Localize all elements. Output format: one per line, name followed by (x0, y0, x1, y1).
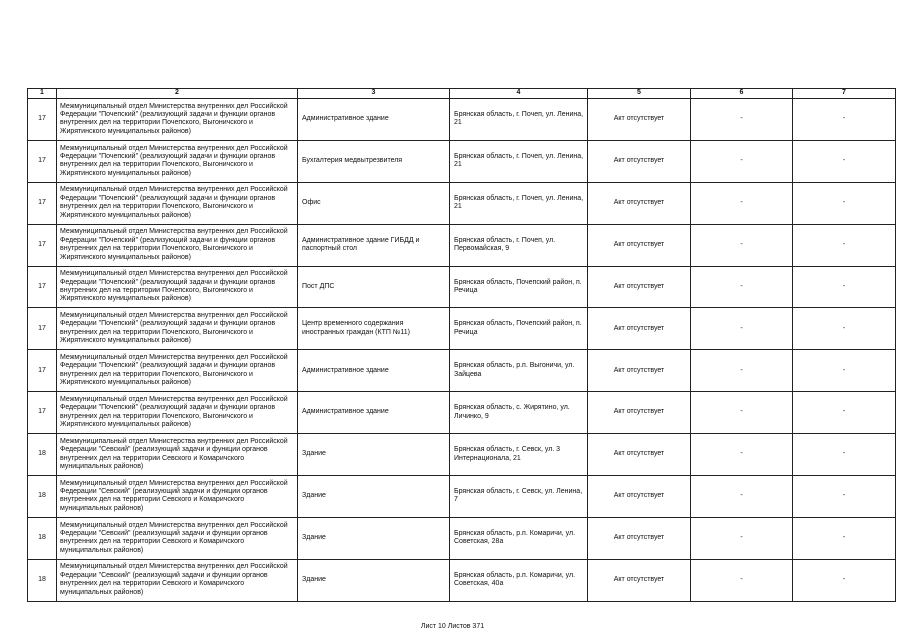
header-col-1: 1 (28, 89, 57, 99)
address-cell: Брянская область, р.п. Комаричи, ул. Советская, 28а (450, 517, 588, 559)
organization-cell: Межмуниципальный отдел Министерства внутренних дел Российской Федерации "Севский" (реализующий задачи и функции органов внутренних дел на территории Севского и Комаричского муниципальных районов) (57, 434, 298, 476)
column-6-cell: - (691, 308, 793, 350)
table-row (28, 350, 896, 392)
organization-cell: Межмуниципальный отдел Министерства внутренних дел Российской Федерации "Почепский" (реализующий задачи и функции органов внутренних дел на территории Почепского, Выгоничского и Жирятинского муниципальных районов) (57, 182, 298, 224)
row-number-cell: 17 (28, 182, 57, 224)
act-status-cell: Акт отсутствует (588, 350, 691, 392)
facility-table (27, 88, 896, 602)
act-status-cell: Акт отсутствует (588, 308, 691, 350)
header-col-5: 5 (588, 89, 691, 99)
organization-cell: Межмуниципальный отдел Министерства внутренних дел Российской Федерации "Почепский" (реализующий задачи и функции органов внутренних дел на территории Почепского, Выгоничского и Жирятинского муниципальных районов) (57, 266, 298, 308)
table-row (28, 224, 896, 266)
column-7-cell: - (793, 224, 896, 266)
address-cell: Брянская область, с. Жирятино, ул. Личинко, 9 (450, 392, 588, 434)
act-status-cell: Акт отсутствует (588, 182, 691, 224)
document-sheet (27, 88, 896, 602)
object-name-cell: Здание (298, 434, 450, 476)
table-row (28, 392, 896, 434)
column-7-cell: - (793, 559, 896, 601)
column-7-cell: - (793, 308, 896, 350)
object-name-cell: Здание (298, 517, 450, 559)
act-status-cell: Акт отсутствует (588, 224, 691, 266)
header-col-3: 3 (298, 89, 450, 99)
column-7-cell: - (793, 350, 896, 392)
column-6-cell: - (691, 476, 793, 518)
column-7-cell: - (793, 266, 896, 308)
act-status-cell: Акт отсутствует (588, 140, 691, 182)
address-cell: Брянская область, г. Почеп, ул. Ленина, 21 (450, 140, 588, 182)
object-name-cell: Здание (298, 476, 450, 518)
row-number-cell: 18 (28, 434, 57, 476)
table-row (28, 434, 896, 476)
row-number-cell: 17 (28, 266, 57, 308)
act-status-cell: Акт отсутствует (588, 434, 691, 476)
header-col-2: 2 (57, 89, 298, 99)
organization-cell: Межмуниципальный отдел Министерства внутренних дел Российской Федерации "Севский" (реализующий задачи и функции органов внутренних дел на территории Севского и Комаричского муниципальных районов) (57, 517, 298, 559)
address-cell: Брянская область, г. Севск, ул. 3 Интернационала, 21 (450, 434, 588, 476)
column-7-cell: - (793, 182, 896, 224)
row-number-cell: 18 (28, 476, 57, 518)
table-row (28, 140, 896, 182)
address-cell: Брянская область, р.п. Выгоничи, ул. Зайцева (450, 350, 588, 392)
object-name-cell: Административное здание (298, 392, 450, 434)
row-number-cell: 17 (28, 308, 57, 350)
column-7-cell: - (793, 99, 896, 141)
act-status-cell: Акт отсутствует (588, 266, 691, 308)
header-col-6: 6 (691, 89, 793, 99)
row-number-cell: 17 (28, 350, 57, 392)
act-status-cell: Акт отсутствует (588, 517, 691, 559)
organization-cell: Межмуниципальный отдел Министерства внутренних дел Российской Федерации "Почепский" (реализующий задачи и функции органов внутренних дел на территории Почепского, Выгоничского и Жирятинского муниципальных районов) (57, 350, 298, 392)
column-6-cell: - (691, 434, 793, 476)
column-7-cell: - (793, 434, 896, 476)
act-status-cell: Акт отсутствует (588, 392, 691, 434)
address-cell: Брянская область, г. Севск, ул. Ленина, 7 (450, 476, 588, 518)
object-name-cell: Пост ДПС (298, 266, 450, 308)
act-status-cell: Акт отсутствует (588, 99, 691, 141)
row-number-cell: 18 (28, 517, 57, 559)
column-6-cell: - (691, 392, 793, 434)
organization-cell: Межмуниципальный отдел Министерства внутренних дел Российской Федерации "Почепский" (реализующий задачи и функции органов внутренних дел на территории Почепского, Выгоничского и Жирятинского муниципальных районов) (57, 99, 298, 141)
column-7-cell: - (793, 517, 896, 559)
object-name-cell: Центр временного содержания иностранных граждан (КТП №11) (298, 308, 450, 350)
column-7-cell: - (793, 140, 896, 182)
column-6-cell: - (691, 99, 793, 141)
address-cell: Брянская область, г. Почеп, ул. Ленина, 21 (450, 99, 588, 141)
address-cell: Брянская область, Почепский район, п. Речица (450, 308, 588, 350)
object-name-cell: Административное здание ГИБДД и паспортный стол (298, 224, 450, 266)
column-6-cell: - (691, 140, 793, 182)
organization-cell: Межмуниципальный отдел Министерства внутренних дел Российской Федерации "Севский" (реализующий задачи и функции органов внутренних дел на территории Севского и Комаричского муниципальных районов) (57, 559, 298, 601)
object-name-cell: Офис (298, 182, 450, 224)
object-name-cell: Административное здание (298, 99, 450, 141)
organization-cell: Межмуниципальный отдел Министерства внутренних дел Российской Федерации "Почепский" (реализующий задачи и функции органов внутренних дел на территории Почепского, Выгоничского и Жирятинского муниципальных районов) (57, 392, 298, 434)
table-body (28, 99, 896, 602)
act-status-cell: Акт отсутствует (588, 559, 691, 601)
header-col-7: 7 (793, 89, 896, 99)
column-7-cell: - (793, 392, 896, 434)
table-row (28, 308, 896, 350)
column-6-cell: - (691, 350, 793, 392)
table-row (28, 517, 896, 559)
row-number-cell: 17 (28, 392, 57, 434)
object-name-cell: Бухгалтерия медвытрезвителя (298, 140, 450, 182)
column-6-cell: - (691, 517, 793, 559)
page-footer: Лист 10 Листов 371 (420, 623, 485, 630)
organization-cell: Межмуниципальный отдел Министерства внутренних дел Российской Федерации "Почепский" (реализующий задачи и функции органов внутренних дел на территории Почепского, Выгоничского и Жирятинского муниципальных районов) (57, 140, 298, 182)
act-status-cell: Акт отсутствует (588, 476, 691, 518)
column-6-cell: - (691, 559, 793, 601)
organization-cell: Межмуниципальный отдел Министерства внутренних дел Российской Федерации "Севский" (реализующий задачи и функции органов внутренних дел на территории Севского и Комаричского муниципальных районов) (57, 476, 298, 518)
column-7-cell: - (793, 476, 896, 518)
object-name-cell: Административное здание (298, 350, 450, 392)
object-name-cell: Здание (298, 559, 450, 601)
column-6-cell: - (691, 266, 793, 308)
column-6-cell: - (691, 224, 793, 266)
row-number-cell: 18 (28, 559, 57, 601)
column-6-cell: - (691, 182, 793, 224)
header-col-4: 4 (450, 89, 588, 99)
table-row (28, 182, 896, 224)
table-row (28, 266, 896, 308)
address-cell: Брянская область, г. Почеп, ул. Ленина, 21 (450, 182, 588, 224)
header-row (28, 89, 896, 99)
address-cell: Брянская область, г. Почеп, ул. Первомайская, 9 (450, 224, 588, 266)
table-row (28, 559, 896, 601)
table-row (28, 99, 896, 141)
table-row (28, 476, 896, 518)
organization-cell: Межмуниципальный отдел Министерства внутренних дел Российской Федерации "Почепский" (реализующий задачи и функции органов внутренних дел на территории Почепского, Выгоничского и Жирятинского муниципальных районов) (57, 308, 298, 350)
row-number-cell: 17 (28, 224, 57, 266)
address-cell: Брянская область, Почепский район, п. Речица (450, 266, 588, 308)
row-number-cell: 17 (28, 140, 57, 182)
organization-cell: Межмуниципальный отдел Министерства внутренних дел Российской Федерации "Почепский" (реализующий задачи и функции органов внутренних дел на территории Почепского, Выгоничского и Жирятинского муниципальных районов) (57, 224, 298, 266)
row-number-cell: 17 (28, 99, 57, 141)
address-cell: Брянская область, р.п. Комаричи, ул. Советская, 40а (450, 559, 588, 601)
